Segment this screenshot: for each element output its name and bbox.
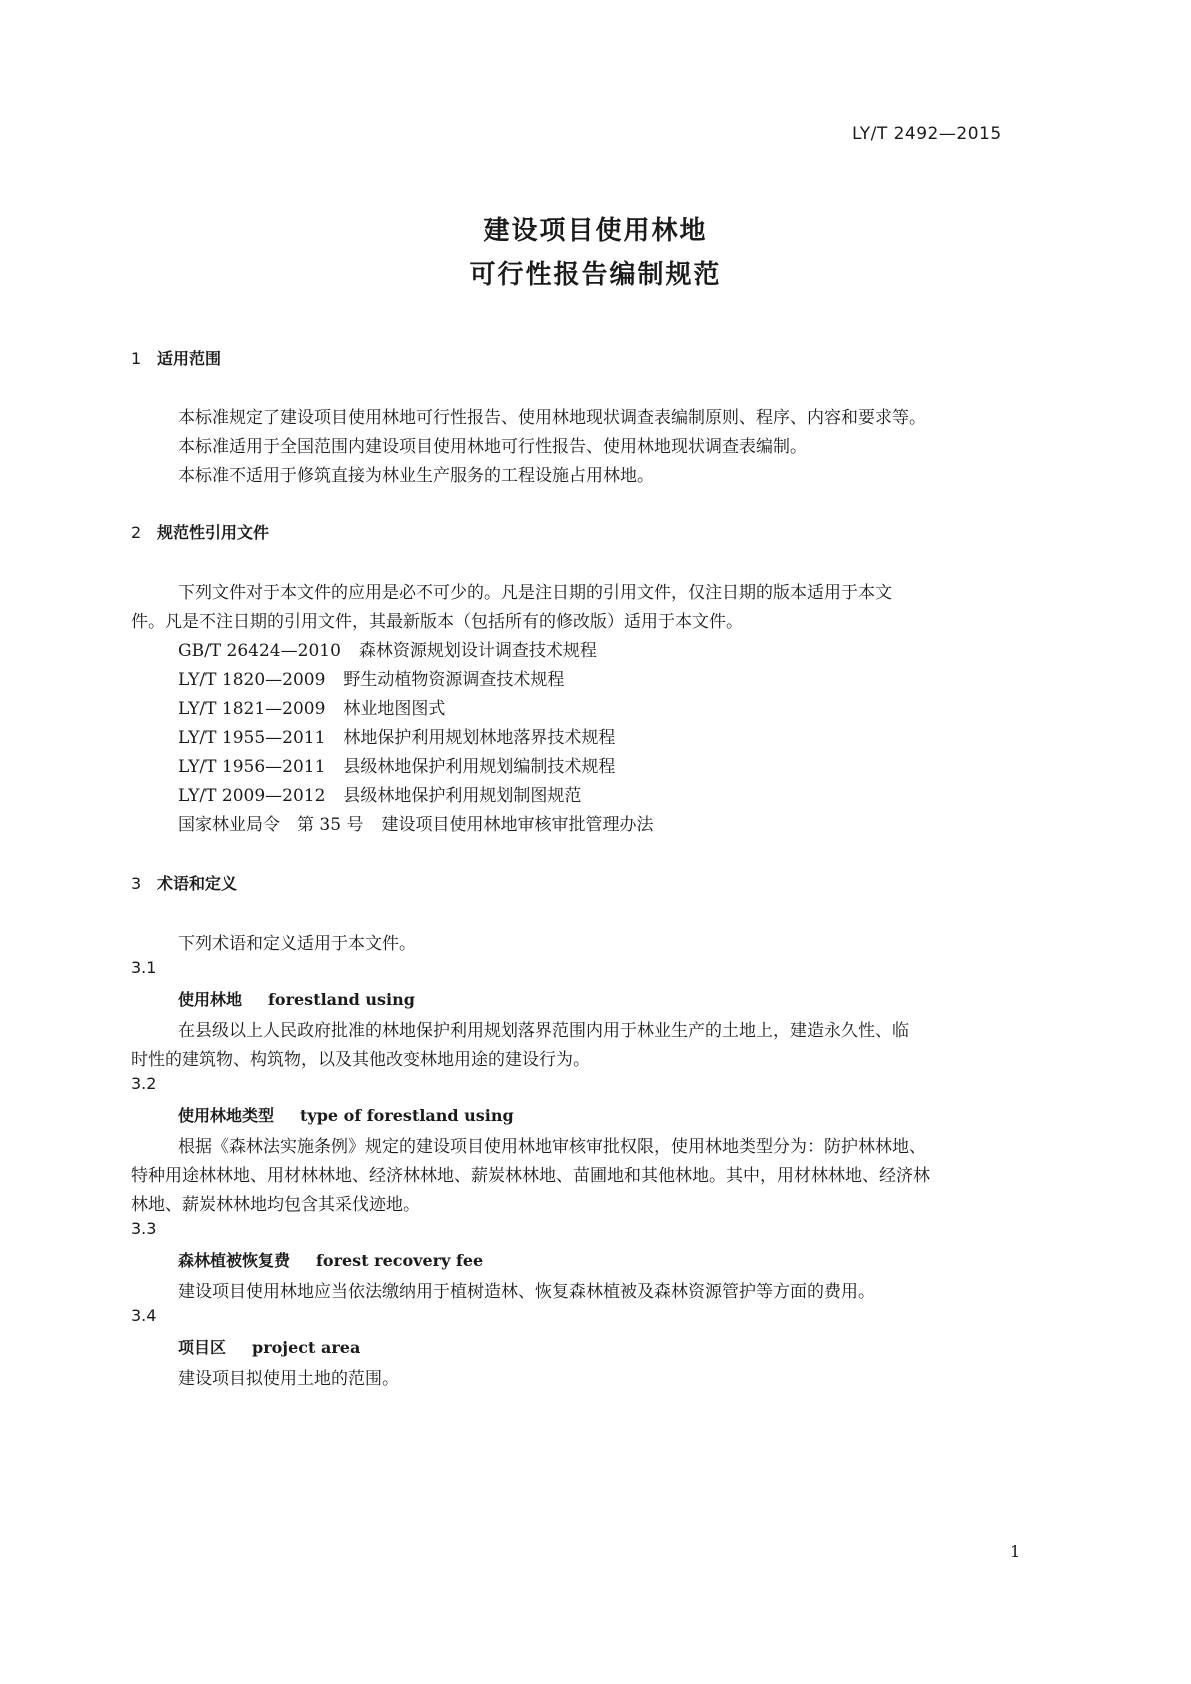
term-definition-line1: 建设项目使用林地应当依法缴纳用于植树造林、恢复森林植被及森林资源管护等方面的费用。 (178, 1282, 875, 1302)
term-number: 3.3 (131, 1219, 157, 1238)
reference-title: 野生动植物资源调查技术规程 (343, 670, 565, 690)
reference-code: LY/T 1820—2009 (178, 670, 326, 690)
section-number: 3 (131, 874, 142, 893)
term-heading (178, 1335, 360, 1358)
reference-code: 国家林业局令 第 35 号 (178, 815, 364, 835)
reference-item (178, 636, 597, 661)
section-1-heading (131, 346, 221, 369)
reference-code: LY/T 2009—2012 (178, 786, 326, 806)
term-definition-line2: 特种用途林林地、用材林林地、经济林林地、薪炭林林地、苗圃地和其他林地。其中，用材林林地、经济林 (131, 1166, 930, 1186)
term-definition-line3: 林地、薪炭林林地均包含其采伐迹地。 (131, 1195, 420, 1215)
reference-item (178, 810, 653, 835)
s2-intro-line2: 件。凡是不注日期的引用文件，其最新版本（包括所有的修改版）适用于本文件。 (131, 612, 743, 632)
term-definition-line2: 时性的建筑物、构筑物，以及其他改变林地用途的建设行为。 (131, 1050, 590, 1070)
reference-title: 建设项目使用林地审核审批管理办法 (381, 815, 654, 835)
reference-item (178, 781, 581, 806)
reference-title: 县级林地保护利用规划编制技术规程 (343, 757, 616, 777)
term-en: forest recovery fee (316, 1251, 484, 1270)
section-number: 2 (131, 523, 142, 542)
term-heading (178, 1248, 483, 1271)
reference-code: GB/T 26424—2010 (178, 641, 341, 661)
section-title: 规范性引用文件 (157, 523, 270, 542)
term-heading (178, 987, 415, 1010)
term-en: forestland using (268, 990, 415, 1009)
reference-item (178, 694, 445, 719)
term-zh: 使用林地类型 (178, 1106, 275, 1125)
s3-intro: 下列术语和定义适用于本文件。 (178, 934, 416, 954)
term-heading (178, 1103, 514, 1126)
s1-paragraph-1: 本标准规定了建设项目使用林地可行性报告、使用林地现状调查表编制原则、程序、内容和要求等。 (178, 408, 926, 428)
section-2-heading (131, 520, 269, 543)
reference-code: LY/T 1956—2011 (178, 757, 326, 777)
reference-title: 县级林地保护利用规划制图规范 (343, 786, 582, 806)
reference-code: LY/T 1955—2011 (178, 728, 326, 748)
reference-title: 林地保护利用规划林地落界技术规程 (343, 728, 616, 748)
term-zh: 使用林地 (178, 990, 243, 1009)
term-number: 3.2 (131, 1074, 157, 1093)
section-title: 术语和定义 (157, 874, 238, 893)
term-en: type of forestland using (300, 1106, 514, 1125)
term-definition-line1: 在县级以上人民政府批准的林地保护利用规划落界范围内用于林业生产的土地上，建造永久性、临 (178, 1021, 909, 1041)
s1-paragraph-2: 本标准适用于全国范围内建设项目使用林地可行性报告、使用林地现状调查表编制。 (178, 437, 807, 457)
reference-title: 林业地图图式 (343, 699, 446, 719)
standard-code: LY/T 2492—2015 (852, 124, 1002, 144)
term-definition-line1: 根据《森林法实施条例》规定的建设项目使用林地审核审批权限，使用林地类型分为：防护林林地、 (178, 1137, 926, 1157)
term-definition-line1: 建设项目拟使用土地的范围。 (178, 1369, 399, 1389)
reference-title: 森林资源规划设计调查技术规程 (358, 641, 597, 661)
section-number: 1 (131, 349, 142, 368)
reference-item (178, 752, 615, 777)
term-zh: 项目区 (178, 1338, 227, 1357)
page-number: 1 (1010, 1542, 1021, 1561)
section-3-heading (131, 871, 237, 894)
term-number: 3.1 (131, 958, 157, 977)
reference-item (178, 665, 564, 690)
s1-paragraph-3: 本标准不适用于修筑直接为林业生产服务的工程设施占用林地。 (178, 466, 654, 486)
term-en: project area (252, 1338, 361, 1357)
reference-code: LY/T 1821—2009 (178, 699, 326, 719)
doc-title-line2: 可行性报告编制规范 (469, 260, 722, 290)
term-zh: 森林植被恢复费 (178, 1251, 291, 1270)
section-title: 适用范围 (157, 349, 222, 368)
term-number: 3.4 (131, 1306, 157, 1325)
s2-intro-line1: 下列文件对于本文件的应用是必不可少的。凡是注日期的引用文件，仅注日期的版本适用于本文 (178, 583, 892, 603)
reference-item (178, 723, 615, 748)
doc-title-line1: 建设项目使用林地 (483, 216, 708, 246)
